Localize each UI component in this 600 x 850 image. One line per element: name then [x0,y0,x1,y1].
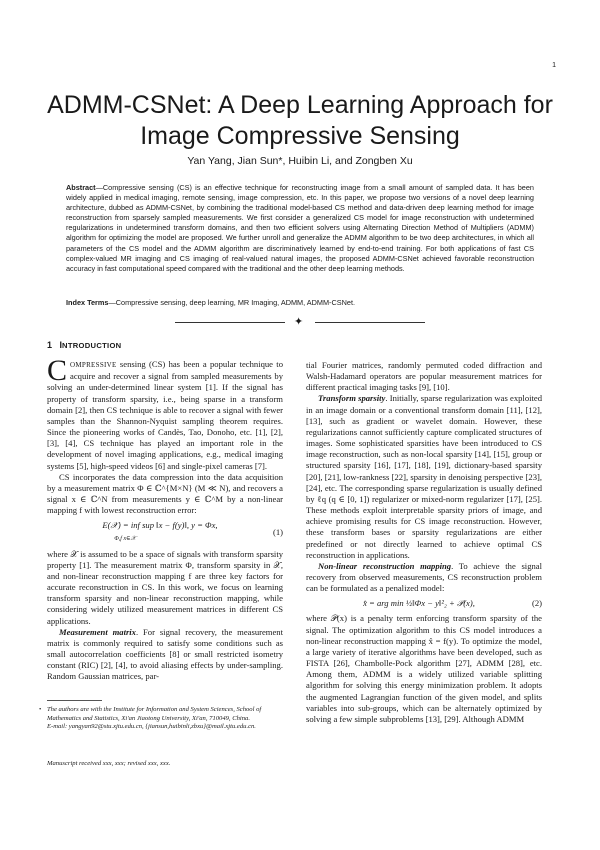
paragraph-partial-fourier: tial Fourier matrices, randomly permuted coded diffraction and Walsh-Hadamard operators are popular measurement matrices for different practical imaging tasks [9], [10]. [306,360,542,393]
intro-text: sensing (CS) has been a popular technique to acquire and recover a signal from sampled measurements by solving an under-determined linear system [1]. If the signal has property of transform sparsity, i.e., being sparse in a transform domain [2], then CS technique is able to recover a signal with fewer samples than the Shannon-Nyquist sampling theorem requires. Since the pioneering works of Candès, Tao, Donoho, etc. [1], [2], [3], [4], CS technique has played an important role in the development of novel imaging applications, e.g., medical imaging systems [5], high-speed videos [6] and single-pixel cameras [7]. [47,359,283,471]
measurement-matrix-heading: Measurement matrix [59,626,136,637]
index-terms-label: Index Terms [66,298,109,307]
transform-sparsity-heading: Transform sparsity [318,393,386,404]
footnote-bullet-icon: • [39,706,42,713]
footnote [39,706,283,732]
section-initial: I [59,340,63,350]
section-title-rest: NTRODUCTION [62,341,122,350]
footnote-email: E-mail: yangyan92@stu.xjtu.edu.cn, {jiansun,huibinli,zbxu}@mail.xjtu.edu.cn. [47,723,256,731]
equation-1 [47,520,283,544]
divider-line-left [175,322,285,323]
nonlinear-mapping-text: . To achieve the signal recovery from observed measurements, CS reconstruction problem can be formulated as a penalized model: [306,560,542,594]
section-number: 1 [47,340,53,350]
divider-line-right [315,322,425,323]
paragraph-measurement-matrix [47,627,283,683]
paragraph-where-penalty: where 𝒫(x) is a penalty term enforcing transform sparsity of the signal. The optimization algorithm to this CS model introduces a non-linear reconstruction mapping x̂ = f(y). To optimize the model, a large variety of iterative algorithms have been developed, such as FISTA [26], Chambolle-Pock algorithm [27], ADMM [28], etc. Among them, ADMM is a widely utilized variable splitting algorithm for solving this energy minimization problem. It adopts the augmented Lagrangian function of the given model, and splits variables into sub-groups, which can be alternately optimized by solving a few simple subproblems [13], [29]. Although ADMM [306,613,542,724]
footnote-affiliation: The authors are with the Institute for Information and System Sciences, School of Mathematics and Statistics, Xi'an Jiaotong University, Xi'an, 710049, China. [47,706,262,722]
equation-2-number: (2) [531,598,542,609]
section-heading [47,340,283,351]
abstract-label: Abstract [66,183,96,192]
equation-2-body: x̂ = arg min ½‖Φx − y‖²₂ + 𝒫(x), [363,598,475,609]
footnote-rule [47,700,102,701]
paragraph-nonlinear-mapping [306,561,542,594]
equation-1-expression: E(𝒳) = inf sup ‖x − f(y)‖, y = Φx, [102,520,218,531]
equation-2 [306,598,542,609]
left-column [47,340,283,683]
author-list: Yan Yang, Jian Sun*, Huibin Li, and Zongben Xu [187,155,413,167]
paragraph-intro [47,354,283,472]
equation-1-body [47,520,273,544]
transform-sparsity-text: . Initially, sparse regularization was exploited in an image domain or a conventional transform domain [11], [12], [13], such as gradient or wavelet domain. However, these regularizations cannot sufficiently capture complicated structures of images. Some sophisticated sparsities have been introduced to CS image reconstruction, such as non-local sparsity [14], [15], group or structured sparsity [16], [17], [18], [19], dictionary-based sparsity [20], [21], low-rankness [22], sparsity in denoising perspective [23], [24], etc. The corresponding sparse regularization is usually defined by ℓq (q ∈ [0, 1]) regularizer or mixed-norm regularizer [17], [25]. These methods exploit interpretable sparsity priors of image, and achieve promising results for CS image reconstruction. However, these transform bases or sparsity regularizations are either predefined or not directly learned to achieve optimal CS reconstruction in applications. [306,393,543,560]
right-column [306,360,542,725]
manuscript-note: Manuscript received xxx, xxx; revised xxx, xxx. [47,760,171,767]
intro-first-word: OMPRESSIVE [70,361,117,370]
paragraph-cs-incorporates: CS incorporates the data compression into the data acquisition by a measurement matrix Φ ∈ ℂ^{M×N} (M ≪ N), and recovers a signal x ∈ ℂ^N from measurements y ∈ ℂ^M by a non-linear mapping f with lowest reconstruction error: [47,471,283,516]
index-terms [66,298,534,307]
nonlinear-mapping-heading: Non-linear reconstruction mapping [318,560,452,571]
paper-title: ADMM-CSNet: A Deep Learning Approach for Image Compressive Sensing [47,91,553,150]
equation-1-subscript: Φ,f x∈𝒳 [114,535,136,542]
page-number: 1 [552,62,556,69]
index-terms-text: —Compressive sensing, deep learning, MR Imaging, ADMM, ADMM-CSNet. [108,298,356,307]
abstract-text: —Compressive sensing (CS) is an effective technique for reconstructing image from a small amount of sampled data. It has been widely applied in medical imaging, remote sensing, image compression, etc. In this paper, we propose two versions of a novel deep learning architecture, dubbed as ADMM-CSNet, by combining the traditional model-based CS method and data-driven deep learning method for image reconstruction from sparsely sampled measurements. We first consider a generalized CS model for image reconstruction with undetermined regularizations in undetermined transform domains, and then two efficient solvers using Alternating Direction Method of Multipliers (ADMM) algorithm for optimizing the model are proposed. We further unroll and generalize the ADMM algorithm to be two deep architectures, in which all parameters of the CS model and the ADMM algorithm are discriminatively learned by end-to-end training. For both applications of fast CS complex-valued MR imaging and CS imaging of real-valued natural images, the proposed ADMM-CSNet achieved favorable reconstruction accuracy in fast computational speed compared with the traditional and the other deep learning methods. [66,183,534,273]
abstract [66,183,534,274]
equation-1-number: (1) [272,526,283,537]
measurement-matrix-text: . For signal recovery, the measurement matrix is commonly required to satisfy some conditions such as small autocorrelation coefficients [8] or small restricted isometry constant (RIC) [2], [4], to avoid aliasing effects by under-sampling. Random Gaussian matrices, par- [47,626,283,682]
divider-star-icon: ✦ [294,315,304,328]
paragraph-transform-sparsity [306,393,542,560]
section-divider [175,315,425,328]
paragraph-where-x: where 𝒳 is assumed to be a space of signals with transform sparsity property [1]. The measurement matrix Φ, transform sparsity in 𝒳, and non-linear reconstruction mapping f are three key factors for accurate reconstruction in CS. In this work, we focus on learning transform sparsity and non-linear reconstruction mapping, while considering widely utilized measurement matrices in different CS applications. [47,548,283,626]
drop-cap: C [47,354,68,388]
